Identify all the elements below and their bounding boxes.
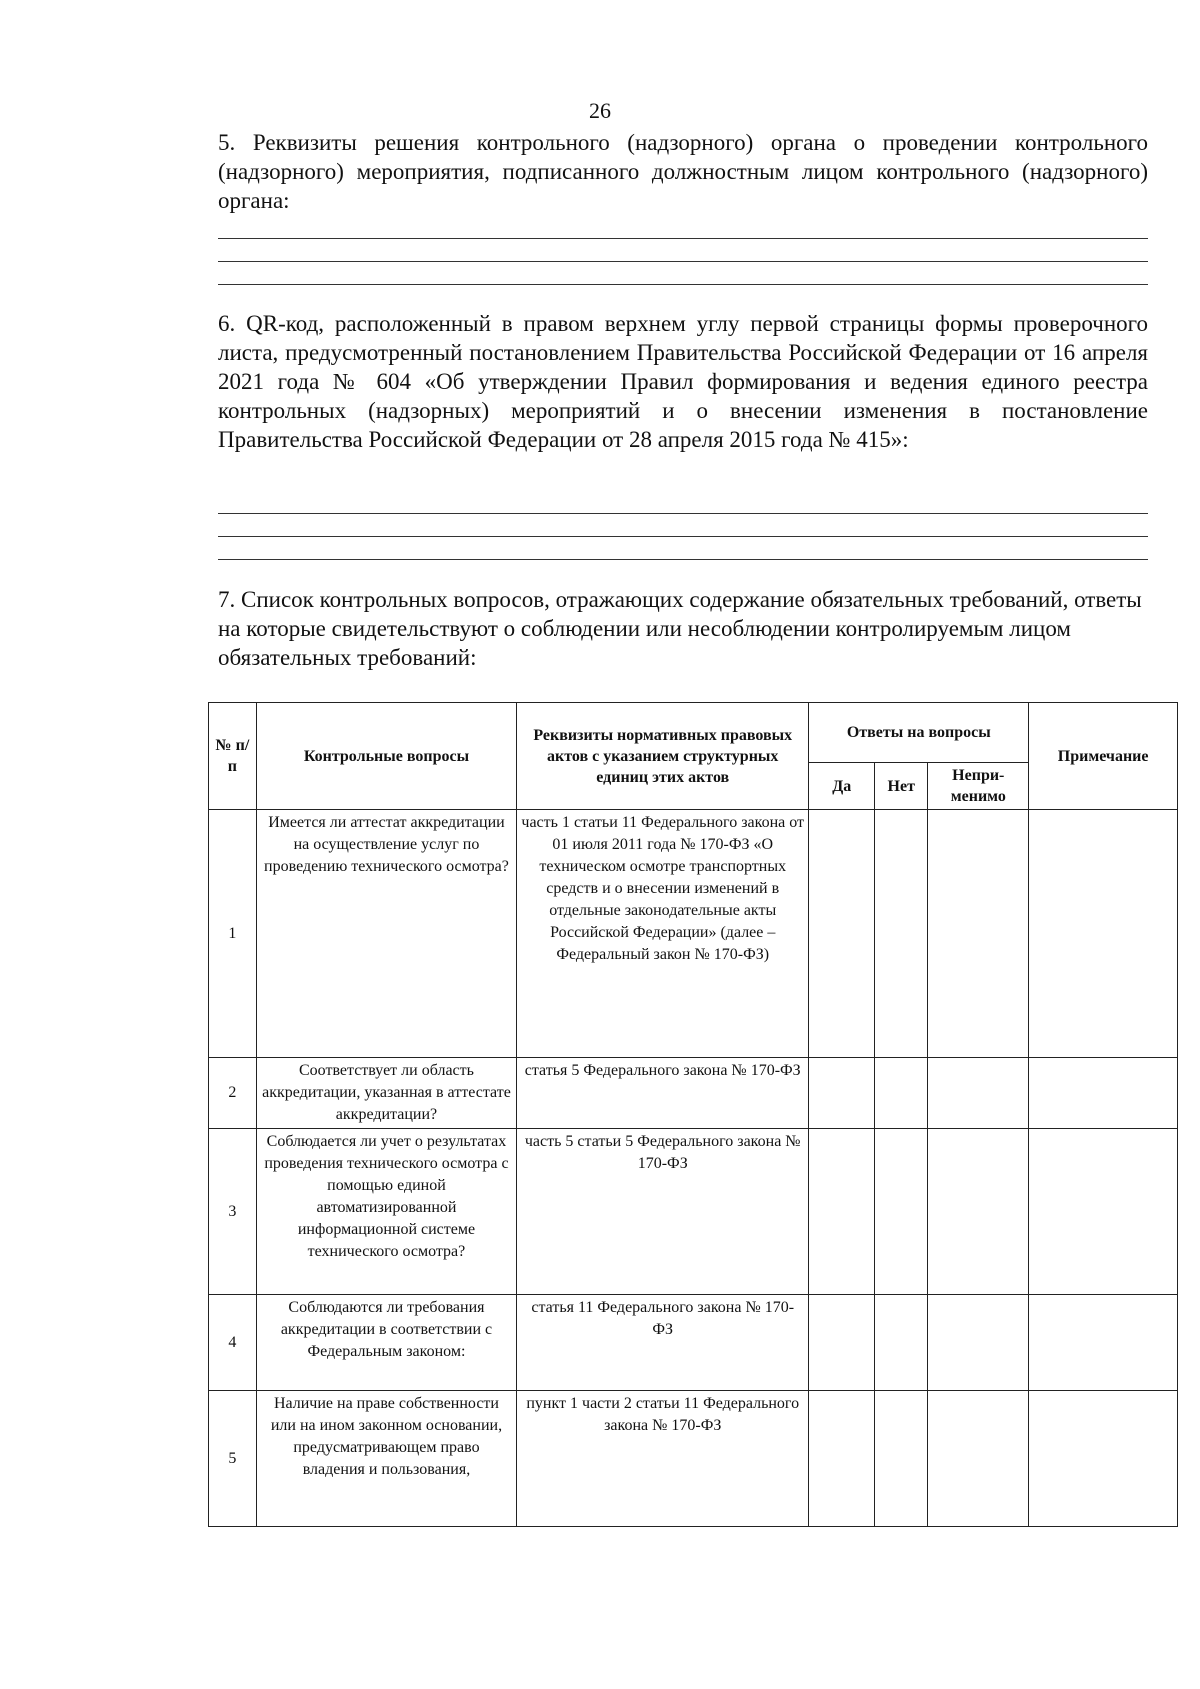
fill-line [218, 536, 1148, 537]
answer-no-cell [875, 1129, 928, 1295]
row-number: 3 [209, 1129, 257, 1295]
row-number: 5 [209, 1391, 257, 1527]
section-7-text: 7. Список контрольных вопросов, отражающих содержание обязательных требований, ответы на которые свидетельствуют о соблюдении или несоблюдении контролируемым лицом обязательных требований: [218, 587, 1142, 670]
answer-yes-cell [809, 1058, 875, 1129]
section-6-text: 6. QR-код, расположенный в правом верхнем углу первой страницы формы проверочного листа, предусмотренный постановлением Правительства Российской Федерации от 16 апреля 2021 года № 604 «Об утверждении Правил формирования и ведения единого реестра контрольных (надзорных) мероприятий и о внесении изменения в постановление Правительства Российской Федерации от 28 апреля 2015 года № 415»: [218, 311, 1148, 452]
fill-line [218, 559, 1148, 560]
header-na: Непри-менимо [928, 763, 1029, 810]
header-num: № п/п [209, 703, 257, 810]
table-row [209, 1295, 1178, 1391]
row-question: Имеется ли аттестат аккредитации на осуществление услуг по проведению технического осмотра? [256, 810, 516, 1058]
answer-no-cell [875, 1058, 928, 1129]
answer-na-cell [928, 1391, 1029, 1527]
header-requisites: Реквизиты нормативных правовых актов с указанием структурных единиц этих актов [517, 703, 809, 810]
answer-yes-cell [809, 810, 875, 1058]
row-requisite: часть 5 статьи 5 Федерального закона № 170-ФЗ [517, 1129, 809, 1295]
header-note: Примечание [1029, 703, 1178, 810]
row-number: 4 [209, 1295, 257, 1391]
header-yes: Да [809, 763, 875, 810]
note-cell [1029, 810, 1178, 1058]
answer-yes-cell [809, 1391, 875, 1527]
answer-yes-cell [809, 1129, 875, 1295]
row-question: Соблюдается ли учет о результатах проведения технического осмотра с помощью единой автоматизированной информационной системе технического осмотра? [256, 1129, 516, 1295]
note-cell [1029, 1391, 1178, 1527]
row-requisite: пункт 1 части 2 статьи 11 Федерального закона № 170-ФЗ [517, 1391, 809, 1527]
checklist-table [208, 702, 1178, 1527]
fill-line [218, 513, 1148, 514]
header-no: Нет [875, 763, 928, 810]
answer-no-cell [875, 1295, 928, 1391]
row-question: Соблюдаются ли требования аккредитации в соответствии с Федеральным законом: [256, 1295, 516, 1391]
answer-na-cell [928, 1129, 1029, 1295]
fill-line [218, 261, 1148, 262]
answer-na-cell [928, 810, 1029, 1058]
page-number: 26 [589, 98, 611, 123]
row-requisite: статья 11 Федерального закона № 170-ФЗ [517, 1295, 809, 1391]
note-cell [1029, 1295, 1178, 1391]
fill-line [218, 238, 1148, 239]
answer-na-cell [928, 1058, 1029, 1129]
row-question: Соответствует ли область аккредитации, указанная в аттестате аккредитации? [256, 1058, 516, 1129]
table-row [209, 1058, 1178, 1129]
row-requisite: часть 1 статьи 11 Федерального закона от 01 июля 2011 года № 170-ФЗ «О техническом осмотре транспортных средств и о внесении изменений в отдельные законодательные акты Российской Федерации» (далее – Федеральный закон № 170-ФЗ) [517, 810, 809, 1058]
row-number: 2 [209, 1058, 257, 1129]
table-row [209, 810, 1178, 1058]
header-answers: Ответы на вопросы [809, 703, 1029, 763]
answer-na-cell [928, 1295, 1029, 1391]
row-requisite: статья 5 Федерального закона № 170-ФЗ [517, 1058, 809, 1129]
note-cell [1029, 1129, 1178, 1295]
table-row [209, 1391, 1178, 1527]
section-5-text: 5. Реквизиты решения контрольного (надзорного) органа о проведении контрольного (надзорного) мероприятия, подписанного должностным лицом контрольного (надзорного) органа: [218, 130, 1148, 213]
fill-line [218, 284, 1148, 285]
answer-yes-cell [809, 1295, 875, 1391]
row-number: 1 [209, 810, 257, 1058]
header-questions: Контрольные вопросы [256, 703, 516, 810]
row-question: Наличие на праве собственности или на ином законном основании, предусматривающем право владения и пользования, [256, 1391, 516, 1527]
answer-no-cell [875, 810, 928, 1058]
table-row [209, 1129, 1178, 1295]
note-cell [1029, 1058, 1178, 1129]
answer-no-cell [875, 1391, 928, 1527]
